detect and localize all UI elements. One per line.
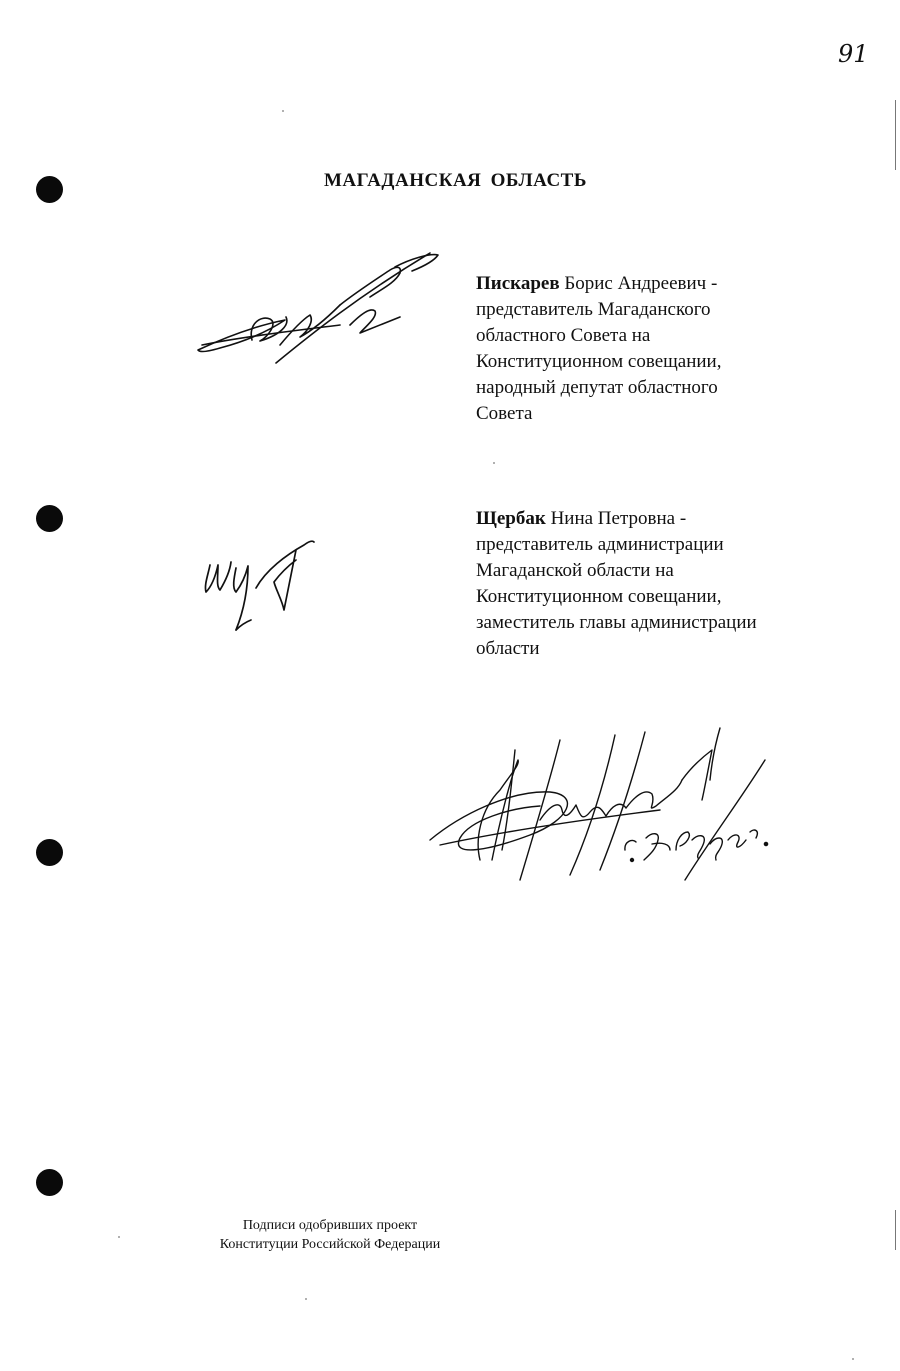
signatory-description-line: Магаданской области на xyxy=(476,560,674,581)
page-number: 91 xyxy=(838,40,869,68)
signatory-surname: Пискарев xyxy=(476,273,560,294)
signatory-description-line: народный депутат областного xyxy=(476,377,718,398)
signatory-description-line: Конституционном совещании, xyxy=(476,351,722,372)
signatory-description-line: областного Совета на xyxy=(476,325,651,346)
punch-hole xyxy=(36,176,63,203)
scan-edge-mark xyxy=(895,1210,896,1250)
signatory-description-line: представитель администрации xyxy=(476,534,724,555)
signatory-name-line xyxy=(476,271,836,297)
page-title: МАГАДАНСКАЯ ОБЛАСТЬ xyxy=(324,170,587,191)
signatory-entry xyxy=(476,271,836,427)
signature-piskarev xyxy=(190,245,450,375)
signatory-surname: Щербак xyxy=(476,508,546,529)
signatory-description-line: области xyxy=(476,638,540,659)
footer-caption xyxy=(180,1216,480,1254)
signatory-name-line xyxy=(476,506,836,532)
scan-speck xyxy=(852,1358,854,1360)
scan-speck xyxy=(493,462,495,464)
signature-drozdov xyxy=(420,720,790,890)
scan-speck xyxy=(305,1298,307,1300)
signatory-entry xyxy=(476,506,836,662)
punch-hole xyxy=(36,1169,63,1196)
signatory-description-line: Конституционном совещании, xyxy=(476,586,722,607)
scan-speck xyxy=(282,110,284,112)
scan-speck xyxy=(118,1236,120,1238)
signatory-description-line: представитель Магаданского xyxy=(476,299,711,320)
signatory-description-line: Совета xyxy=(476,403,533,424)
punch-hole xyxy=(36,839,63,866)
signatory-description-line: заместитель главы администрации xyxy=(476,612,757,633)
signature-shcherbak xyxy=(196,530,336,635)
punch-hole xyxy=(36,505,63,532)
footer-line: Конституции Российской Федерации xyxy=(219,1237,441,1252)
signatory-given-names: Борис Андреевич - xyxy=(559,273,718,294)
footer-line: Подписи одобривших проект xyxy=(242,1218,418,1233)
scan-edge-mark xyxy=(895,100,896,170)
signatory-given-names: Нина Петровна - xyxy=(545,508,687,529)
